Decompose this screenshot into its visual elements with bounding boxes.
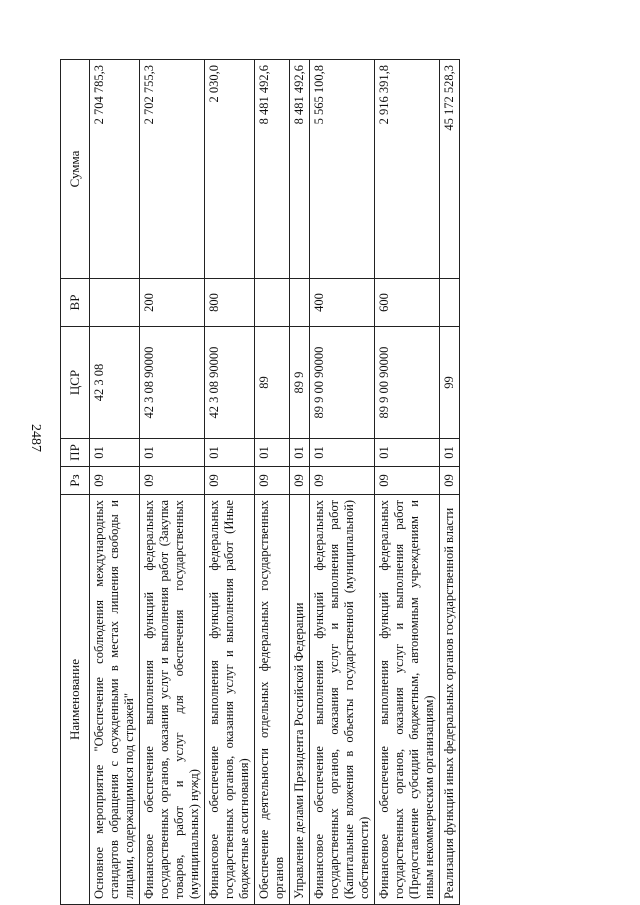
row-name: Финансовое обеспечение выполнения функций федеральных государственных органов, оказания услуг и выполнения работ (Закупка товаров, работ и услуг для обеспечения государственных (муниципальных) нужд): [140, 495, 205, 905]
row-sum: 8 481 492,6: [255, 60, 290, 279]
row-vr: [440, 279, 460, 327]
row-rz: 09: [255, 467, 290, 495]
row-csr: 99: [440, 327, 460, 439]
row-vr: 400: [310, 279, 375, 327]
row-sum: 2 916 391,8: [375, 60, 440, 279]
row-sum: 45 172 528,3: [440, 60, 460, 279]
row-name: Финансовое обеспечение выполнения функций федеральных государственных органов, оказания услуг и выполнения работ (Иные бюджетные ассигнования): [205, 495, 255, 905]
row-csr: 42 3 08: [90, 327, 140, 439]
row-rz: 09: [205, 467, 255, 495]
header-csr: ЦСР: [61, 327, 90, 439]
row-vr: 600: [375, 279, 440, 327]
row-pr: 01: [205, 439, 255, 467]
header-rz: Рз: [61, 467, 90, 495]
row-pr: 01: [140, 439, 205, 467]
row-rz: 09: [440, 467, 460, 495]
table-row: [440, 60, 460, 905]
row-name: Финансовое обеспечение выполнения функций федеральных государственных органов, оказания услуг и выполнения работ (Предоставление субсидий бюджетным, автономным учреждениям и иным некоммерческим организациям): [375, 495, 440, 905]
row-pr: 01: [440, 439, 460, 467]
table-row: [310, 60, 375, 905]
row-csr: 42 3 08 90000: [140, 327, 205, 439]
row-pr: 01: [255, 439, 290, 467]
row-sum: 8 481 492,6: [290, 60, 310, 279]
table-row: [255, 60, 290, 905]
row-csr: 42 3 08 90000: [205, 327, 255, 439]
row-rz: 09: [310, 467, 375, 495]
row-vr: [255, 279, 290, 327]
row-sum: 2 704 785,3: [90, 60, 140, 279]
row-vr: [90, 279, 140, 327]
header-name: Наименование: [61, 495, 90, 905]
row-csr: 89 9 00 90000: [310, 327, 375, 439]
row-name: Основное мероприятие "Обеспечение соблюдения международных стандартов обращения с осужденными в местах лишения свободы и лицами, содержащимися под стражей": [90, 495, 140, 905]
row-csr: 89: [255, 327, 290, 439]
row-rz: 09: [90, 467, 140, 495]
table-row: [90, 60, 140, 905]
row-name: Финансовое обеспечение выполнения функций федеральных государственных органов, оказания услуг и выполнения работ (Капитальные вложения в объекты государственной (муниципальной) собственности): [310, 495, 375, 905]
row-pr: 01: [90, 439, 140, 467]
table-row: [290, 60, 310, 905]
budget-table: [60, 59, 460, 905]
row-rz: 09: [140, 467, 205, 495]
row-vr: 200: [140, 279, 205, 327]
row-rz: 09: [290, 467, 310, 495]
row-pr: 01: [310, 439, 375, 467]
table-row: [140, 60, 205, 905]
row-pr: 01: [290, 439, 310, 467]
row-pr: 01: [375, 439, 440, 467]
row-vr: 800: [205, 279, 255, 327]
row-sum: 5 565 100,8: [310, 60, 375, 279]
row-vr: [290, 279, 310, 327]
header-vr: ВР: [61, 279, 90, 327]
row-rz: 09: [375, 467, 440, 495]
row-sum: 2 702 755,3: [140, 60, 205, 279]
row-name: Управление делами Президента Российской Федерации: [290, 495, 310, 905]
page-number: 2487: [28, 424, 43, 452]
row-csr: 89 9: [290, 327, 310, 439]
row-csr: 89 9 00 90000: [375, 327, 440, 439]
row-name: Реализация функций иных федеральных органов государственной власти: [440, 495, 460, 905]
header-sum: Сумма: [61, 60, 90, 279]
table-row: [205, 60, 255, 905]
table-row: [375, 60, 440, 905]
table-header-row: [61, 60, 90, 905]
row-sum: 2 030,0: [205, 60, 255, 279]
header-pr: ПР: [61, 439, 90, 467]
rotated-table-container: [60, 60, 590, 905]
row-name: Обеспечение деятельности отдельных федеральных государственных органов: [255, 495, 290, 905]
